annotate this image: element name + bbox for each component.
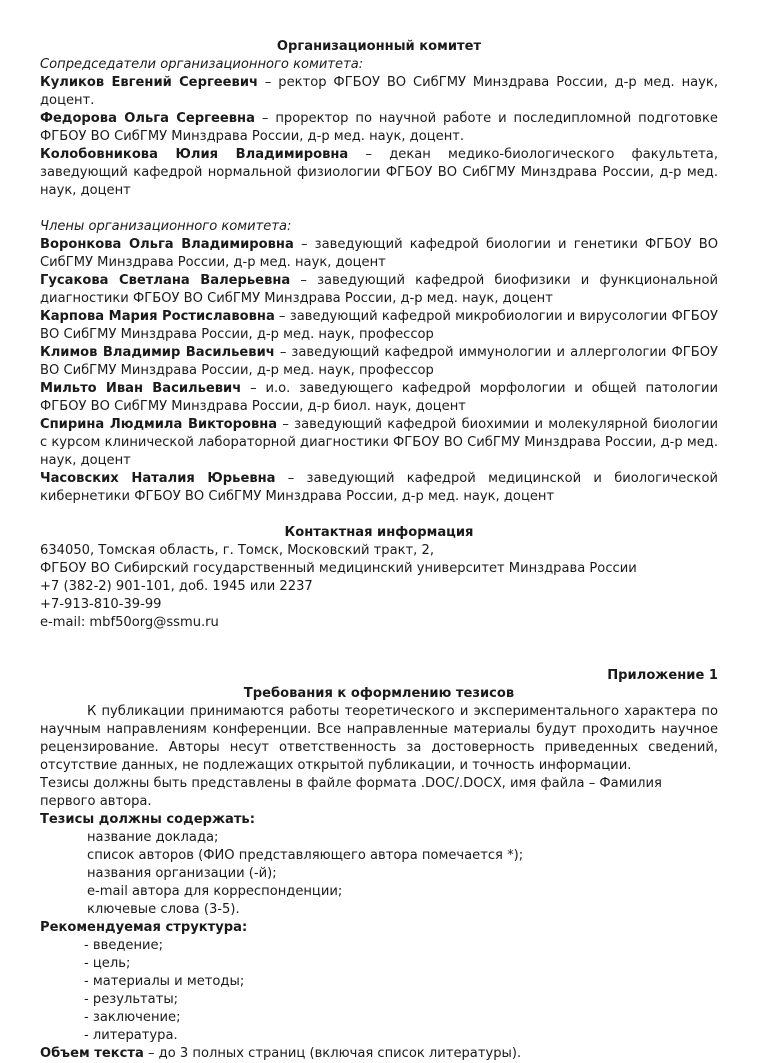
person-desc: – и.о. заведующего кафедрой морфологии и общей патологии ФГБОУ ВО СибГМУ Минздрава России, д-р биол. наук, доцент: [40, 381, 718, 414]
cochair-entry: [40, 74, 718, 110]
list-item: ключевые слова (3-5).: [87, 902, 240, 917]
contacts-title: Контактная информация: [284, 525, 474, 540]
person-desc: – заведующий кафедрой медицинской и биологической кибернетики ФГБОУ ВО СибГМУ Минздрава России, д-р мед. наук, доцент: [40, 471, 718, 504]
cochair-entry: [40, 110, 718, 146]
person-desc: – заведующий кафедрой биохимии и молекулярной биологии с курсом клинической лабораторной диагностики ФГБОУ ВО СибГМУ Минздрава России, д-р мед. наук, доцент: [40, 417, 718, 468]
contact-mobile: +7-913-810-39-99: [40, 597, 162, 612]
list-item: - литература.: [84, 1028, 178, 1043]
members-heading: Члены организационного комитета:: [40, 219, 292, 234]
appendix-intro: К публикации принимаются работы теоретического и экспериментального характера по научным направлениям конференции. Все направленные материалы будут проходить научное рецензирование. Авторы несут ответственность за достоверность приведенных сведений, отсутствие данных, не подлежащих открытой публикации, и точность информации.: [40, 704, 718, 773]
committee-title: Организационный комитет: [276, 39, 482, 54]
member-entry: [40, 380, 718, 416]
person-name: Спирина Людмила Викторовна: [40, 417, 278, 432]
person-name: Куликов Евгений Сергеевич: [40, 75, 258, 90]
person-desc: – проректор по научной работе и последипломной подготовке ФГБОУ ВО СибГМУ Минздрава России, д-р мед. наук, доцент.: [40, 111, 718, 144]
contact-address: 634050, Томская область, г. Томск, Московский тракт, 2,: [40, 543, 434, 558]
member-entry: [40, 344, 718, 380]
member-entry: [40, 236, 718, 272]
person-desc: – ректор ФГБОУ ВО СибГМУ Минздрава России, д-р мед. наук, доцент.: [40, 75, 718, 108]
contact-phone: +7 (382-2) 901-101, доб. 1945 или 2237: [40, 579, 313, 594]
person-desc: – заведующий кафедрой микробиологии и вирусологии ФГБОУ ВО СибГМУ Минздрава России, д-р мед. наук, профессор: [40, 309, 718, 342]
list-item: - материалы и методы;: [84, 974, 245, 989]
member-entry: [40, 272, 718, 308]
contact-organization: ФГБОУ ВО Сибирский государственный медицинский университет Минздрава России: [40, 561, 637, 576]
list-item: - заключение;: [84, 1010, 181, 1025]
person-name: Климов Владимир Васильевич: [40, 345, 275, 360]
volume-label: Объем текста: [40, 1046, 144, 1061]
person-desc: – заведующий кафедрой биологии и генетики ФГБОУ ВО СибГМУ Минздрава России, д-р мед. наук, доцент: [40, 237, 718, 270]
person-name: Карпова Мария Ростиславовна: [40, 309, 275, 324]
person-name: Часовских Наталия Юрьевна: [40, 471, 276, 486]
list-item: список авторов (ФИО представляющего автора помечается *);: [87, 848, 524, 863]
cochairs-heading: Сопредседатели организационного комитета:: [40, 57, 364, 72]
volume-text: – до 3 полных страниц (включая список литературы).: [143, 1046, 522, 1061]
structure-heading: Рекомендуемая структура:: [40, 920, 248, 935]
volume-line: [40, 1045, 718, 1063]
member-entry: [40, 416, 718, 470]
list-item: названия организации (-й);: [87, 866, 277, 881]
person-desc: – заведующий кафедрой иммунологии и аллергологии ФГБОУ ВО СибГМУ Минздрава России, д-р мед. наук, профессор: [40, 345, 718, 378]
member-entry: [40, 308, 718, 344]
list-item: e-mail автора для корреспонденции;: [87, 884, 343, 899]
contact-email: e-mail: mbf50org@ssmu.ru: [40, 615, 219, 630]
person-name: Федорова Ольга Сергеевна: [40, 111, 255, 126]
person-name: Колобовникова Юлия Владимировна: [40, 147, 349, 162]
person-name: Мильто Иван Васильевич: [40, 381, 242, 396]
person-desc: – декан медико-биологического факультета, заведующий кафедрой нормальной физиологии ФГБОУ ВО СибГМУ Минздрава России, д-р мед. наук, доцент: [40, 147, 718, 198]
person-name: Гусакова Светлана Валерьевна: [40, 273, 291, 288]
member-entry: [40, 470, 718, 506]
list-item: - цель;: [84, 956, 131, 971]
person-desc: – заведующий кафедрой биофизики и функциональной диагностики ФГБОУ ВО СибГМУ Минздрава России, д-р мед. наук, доцент: [40, 273, 718, 306]
appendix-title: Требования к оформлению тезисов: [243, 686, 515, 701]
contents-heading: Тезисы должны содержать:: [40, 812, 255, 827]
appendix-label: Приложение 1: [607, 668, 718, 683]
cochair-entry: [40, 146, 718, 200]
person-name: Воронкова Ольга Владимировна: [40, 237, 294, 252]
list-item: - результаты;: [84, 992, 179, 1007]
list-item: название доклада;: [87, 830, 219, 845]
appendix-format: Тезисы должны быть представлены в файле формата .DOC/.DOCX, имя файла – Фамилия первого автора.: [40, 776, 662, 809]
list-item: - введение;: [84, 938, 164, 953]
